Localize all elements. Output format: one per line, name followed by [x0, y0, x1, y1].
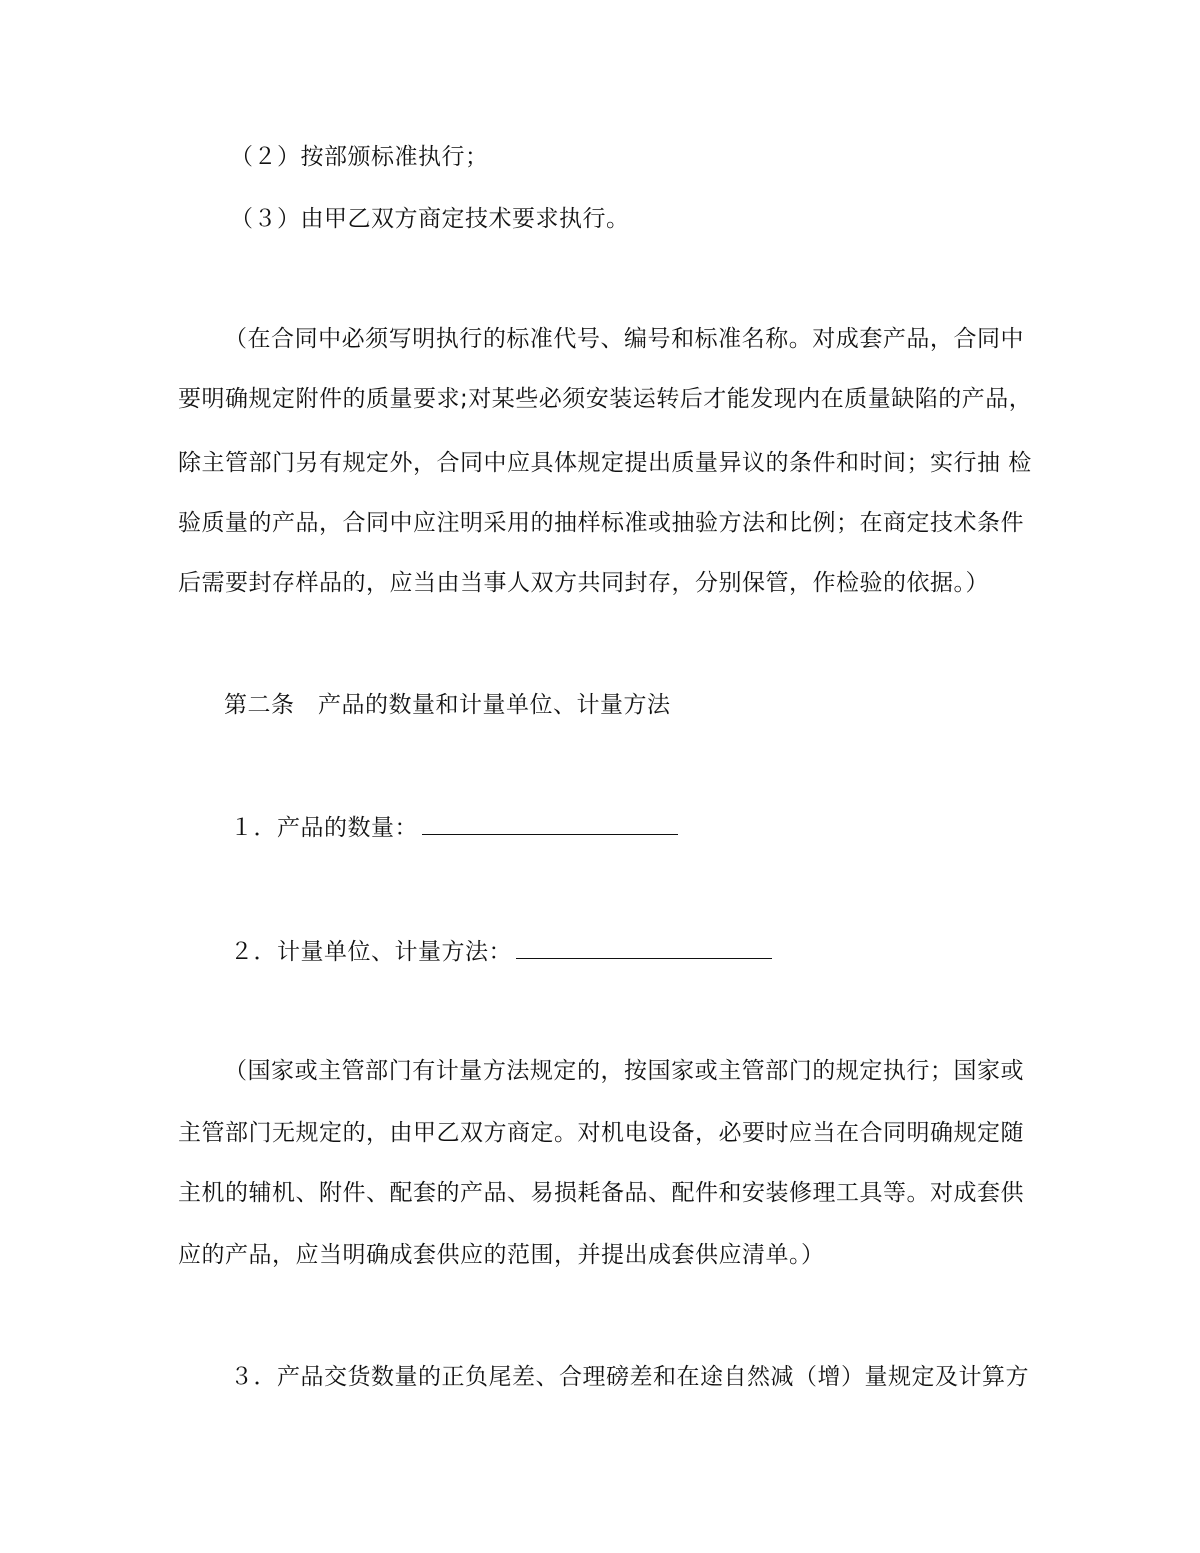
- quality-note-line-2: 要明确规定附件的质量要求;对某些必须安装运转后才能发现内在质量缺陷的产品，: [178, 386, 1033, 412]
- quantity-note-line-3: 主机的辅机、附件、配套的产品、易损耗备品、配件和安装修理工具等。对成套供: [178, 1180, 1024, 1206]
- quality-item-2: （２）按部颁标准执行；: [230, 144, 489, 170]
- quality-note-line-1: （在合同中必须写明执行的标准代号、编号和标准名称。对成套产品，合同中: [224, 326, 1024, 352]
- unit-method-label: ２．计量单位、计量方法：: [230, 939, 512, 965]
- quality-note-line-4: 验质量的产品，合同中应注明采用的抽样标准或抽验方法和比例；在商定技术条件: [178, 510, 1024, 536]
- delivery-tolerance-item: ３．产品交货数量的正负尾差、合理磅差和在途自然减（增）量规定及计算方: [230, 1364, 1029, 1390]
- quantity-blank-line[interactable]: [422, 812, 678, 835]
- quantity-label: １．产品的数量：: [230, 815, 418, 841]
- quality-item-3: （３）由甲乙双方商定技术要求执行。: [230, 206, 630, 232]
- quantity-note-line-4: 应的产品，应当明确成套供应的范围，并提出成套供应清单。）: [178, 1242, 825, 1268]
- unit-method-field-row: [230, 936, 772, 967]
- article-2-title: 第二条 产品的数量和计量单位、计量方法: [224, 692, 671, 718]
- quantity-note-line-2: 主管部门无规定的，由甲乙双方商定。对机电设备，必要时应当在合同明确规定随: [178, 1120, 1024, 1146]
- quantity-note-line-1: （国家或主管部门有计量方法规定的，按国家或主管部门的规定执行；国家或: [224, 1058, 1024, 1084]
- unit-method-blank-line[interactable]: [516, 936, 772, 959]
- quantity-field-row: [230, 812, 678, 843]
- quality-note-line-5: 后需要封存样品的，应当由当事人双方共同封存，分别保管，作检验的依据。）: [178, 570, 989, 596]
- quality-note-line-3: 除主管部门另有规定外，合同中应具体规定提出质量异议的条件和时间；实行抽 检: [178, 450, 1032, 476]
